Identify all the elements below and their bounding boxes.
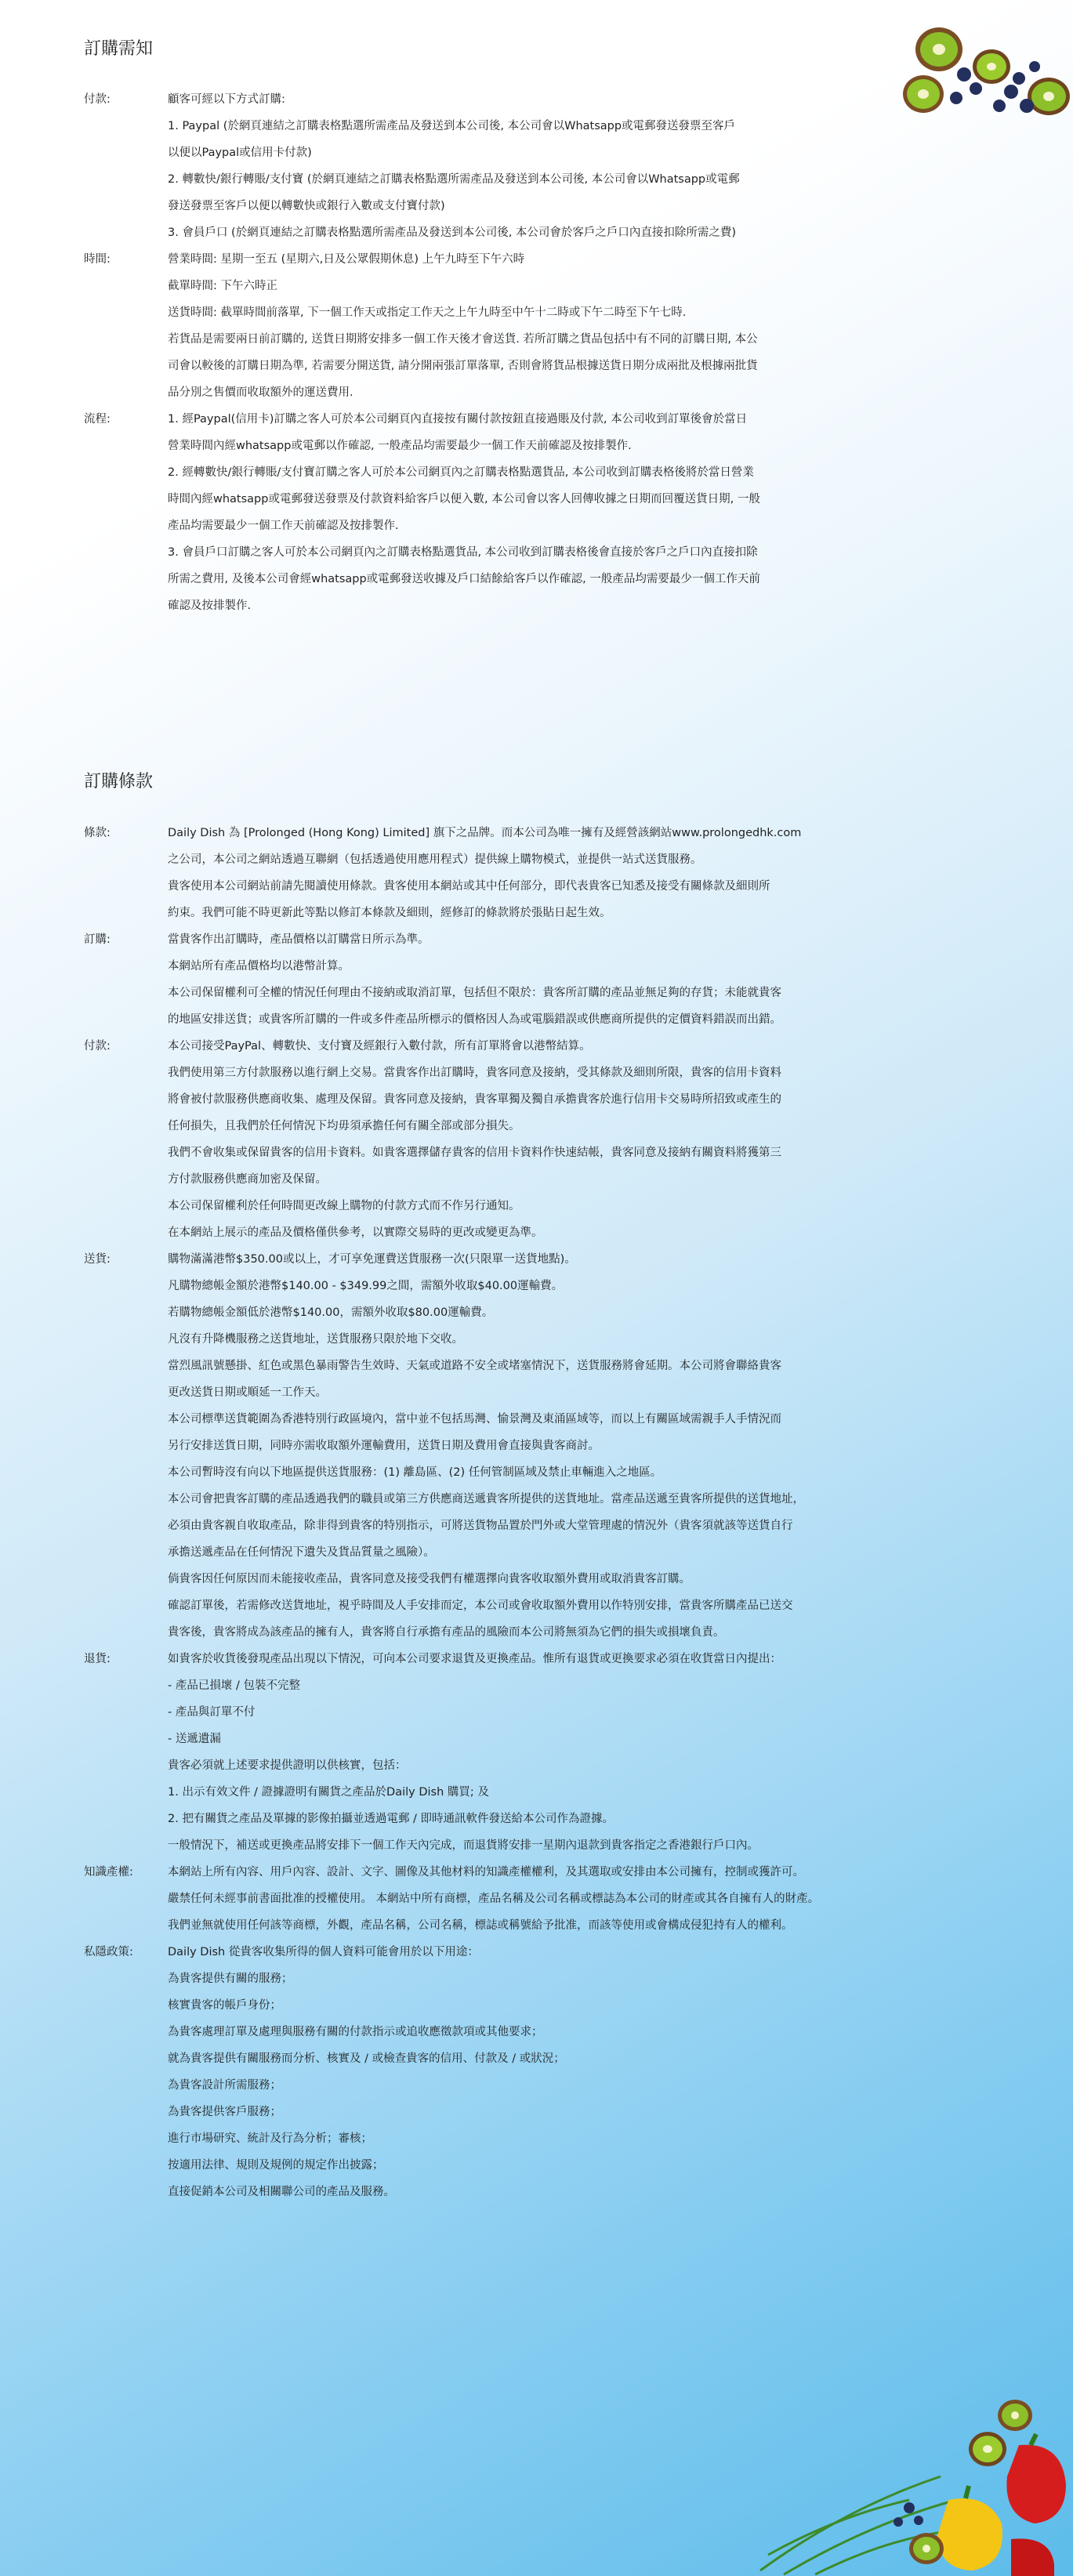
section-label: 付款: xyxy=(84,93,111,106)
text-line: 本公司保留權利於任何時間更改線上購物的付款方式而不作另行通知。 xyxy=(168,1200,520,1212)
terms-section-ip xyxy=(84,1859,985,1939)
text-line: 營業時間: 星期一至五 (星期六,日及公眾假期休息) 上午九時至下午六時 xyxy=(168,253,525,266)
text-line: 本公司接受PayPal、轉數快、支付寶及經銀行入數付款，所有訂單將會以港幣結算。 xyxy=(168,1040,591,1053)
red-pepper-icon xyxy=(1011,2538,1054,2576)
text-line: 在本網站上展示的產品及價格僅供參考，以實際交易時的更改或變更為準。 xyxy=(168,1226,543,1239)
text-line: 之公司，本公司之網站透過互聯網（包括透過使用應用程式）提供線上購物模式，並提供一站式送貨服務。 xyxy=(168,853,702,866)
text-line: 本公司會把貴客訂購的產品透過我們的職員或第三方供應商送遞貴客所提供的送貨地址。當產品送遞至貴客所提供的送貨地址， xyxy=(168,1493,804,1505)
ordering-notice-block xyxy=(84,86,985,619)
text-line: 我們並無就使用任何該等商標，外觀，產品名稱，公司名稱，標誌或稱號給予批准，而該等使用或會構成侵犯持有人的權利。 xyxy=(168,1919,793,1932)
terms-section-clauses xyxy=(84,820,985,926)
text-line: 本網站上所有內容、用戶內容、設計、文字、圖像及其他材料的知識產權權利，及其選取或安排由本公司擁有，控制或獲許可。 xyxy=(168,1866,804,1879)
text-line: 本公司暫時沒有向以下地區提供送貨服務：(1) 離島區、(2) 任何管制區域及禁止車輛進入之地區。 xyxy=(168,1466,662,1479)
text-line: Daily Dish 為 [Prolonged (Hong Kong) Limited] 旗下之品牌。而本公司為唯一擁有及經營該網站www.prolongedhk.com xyxy=(168,827,802,839)
section-label: 條款: xyxy=(84,827,111,839)
notice-section-process xyxy=(84,406,985,619)
text-line: 2. 把有關貨之產品及單據的影像拍攝並透過電郵 / 即時通訊軟件發送給本公司作為證據。 xyxy=(168,1813,614,1825)
text-line: - 送遞遺漏 xyxy=(168,1733,221,1745)
text-line: 截單時間: 下午六時正 xyxy=(168,280,277,292)
text-line: 當烈風訊號懸掛、紅色或黑色暴雨警告生效時、天氣或道路不安全或堵塞情況下，送貨服務將會延期。本公司將會聯絡貴客 xyxy=(168,1360,781,1372)
text-line: 顧客可經以下方式訂購: xyxy=(168,93,285,106)
section-label: 付款: xyxy=(84,1040,111,1053)
text-line: 更改送貨日期或順延一工作天。 xyxy=(168,1386,327,1399)
text-line: 另行安排送貨日期，同時亦需收取額外運輸費用，送貨日期及費用會直接與貴客商討。 xyxy=(168,1440,600,1452)
text-line: 1. 經Paypal(信用卡)訂購之客人可於本公司網頁內直接按有關付款按鈕直接過賬及付款, 本公司收到訂單後會於當日 xyxy=(168,413,748,426)
text-line: 方付款服務供應商加密及保留。 xyxy=(168,1173,327,1186)
text-line: 貴客必須就上述要求提供證明以供核實，包括： xyxy=(168,1759,407,1772)
section-label: 退貨: xyxy=(84,1653,111,1665)
text-line: - 產品已損壞 / 包裝不完整 xyxy=(168,1679,300,1692)
text-line: 3. 會員戶口訂購之客人可於本公司網頁內之訂購表格點選貨品, 本公司收到訂購表格後會直接於客戶之戶口內直接扣除 xyxy=(168,546,758,559)
notice-section-payment xyxy=(84,86,985,246)
kiwi-icon xyxy=(915,27,962,71)
text-line: 確認及按排製作. xyxy=(168,600,252,612)
text-line: 本公司保留權利可全權的情況任何理由不接納或取消訂單，包括但不限於：貴客所訂購的產品並無足夠的存貨；未能就貴客 xyxy=(168,987,781,999)
text-line: 我們使用第三方付款服務以進行網上交易。當貴客作出訂購時，貴客同意及接納，受其條款及細則所限，貴客的信用卡資料 xyxy=(168,1067,781,1079)
text-line: 為貴客提供有關的服務； xyxy=(168,1973,293,1985)
text-line: 營業時間內經whatsapp或電郵以作確認, 一般產品均需要最少一個工作天前確認及按排製作. xyxy=(168,440,632,452)
text-line: 一般情況下，補送或更換產品將安排下一個工作天內完成，而退貨將安排一星期內退款到貴客指定之香港銀行戶口內。 xyxy=(168,1839,759,1852)
text-line: 2. 經轉數快/銀行轉賬/支付寶訂購之客人可於本公司網頁內之訂購表格點選貨品, 本公司收到訂購表格後將於當日營業 xyxy=(168,466,754,479)
text-line: 司會以較後的訂購日期為準, 若需要分開送貨, 請分開兩張訂單落單, 否則會將貨品根據送貨日期分成兩批及根據兩批貨 xyxy=(168,360,758,372)
yellow-pepper-icon xyxy=(937,2486,1002,2571)
red-pepper-icon xyxy=(1006,2434,1066,2523)
kiwi-icon xyxy=(969,2432,1006,2466)
section-label: 送貨: xyxy=(84,1253,111,1266)
terms-section-privacy xyxy=(84,1939,985,2205)
terms-title: 訂購條款 xyxy=(84,772,154,792)
text-line: 本公司標準送貨範圍為香港特別行政區境內，當中並不包括馬灣、愉景灣及東涌區域等，而以上有關區域需親手人手情況而 xyxy=(168,1413,781,1426)
text-line: 貴客後，貴客將成為該產品的擁有人，貴客將自行承擔有產品的風險而本公司將無須為它們的損失或損壞負責。 xyxy=(168,1626,725,1639)
text-line: 確認訂單後，若需修改送貨地址，視乎時間及人手安排而定，本公司或會收取額外費用以作特別安排，當貴客所購產品已送交 xyxy=(168,1600,793,1612)
kiwi-icon xyxy=(998,2400,1032,2431)
text-line: 進行市場研究、統計及行為分析；審核； xyxy=(168,2132,372,2145)
notice-section-time xyxy=(84,246,985,406)
text-line: 倘貴客因任何原因而未能接收產品，貴客同意及接受我們有權選擇向貴客收取額外費用或取消貴客訂購。 xyxy=(168,1573,691,1585)
text-line: 若貨品是需要兩日前訂購的, 送貨日期將安排多一個工作天後才會送貨. 若所訂購之貨品包括中有不同的訂購日期, 本公 xyxy=(168,333,758,346)
text-line: Daily Dish 從貴客收集所得的個人資料可能會用於以下用途： xyxy=(168,1946,479,1958)
text-line: 以便以Paypal或信用卡付款) xyxy=(168,147,312,159)
terms-section-payment xyxy=(84,1033,985,1246)
terms-section-returns xyxy=(84,1646,985,1859)
fruit-vegetable-decoration xyxy=(752,2382,1073,2576)
text-line: 發送發票至客戶以便以轉數快或銀行入數或支付寶付款) xyxy=(168,200,445,212)
text-line: - 產品與訂單不付 xyxy=(168,1706,256,1719)
text-line: 為貴客處理訂單及處理與服務有關的付款指示或追收應徵款項或其他要求； xyxy=(168,2026,543,2038)
text-line: 嚴禁任何未經事前書面批准的授權使用。 本網站中所有商標，產品名稱及公司名稱或標誌為本公司的財產或其各自擁有人的財產。 xyxy=(168,1893,820,1905)
text-line: 直接促銷本公司及相關聯公司的產品及服務。 xyxy=(168,2186,395,2198)
text-line: 的地區安排送貨；或貴客所訂購的一件或多件產品所標示的價格因人為或電腦錯誤或供應商所提供的定價資料錯誤而出錯。 xyxy=(168,1013,781,1026)
text-line: 貴客使用本公司網站前請先閱讀使用條款。貴客使用本網站或其中任何部分，即代表貴客已知悉及接受有關條款及細則所 xyxy=(168,880,770,893)
text-line: 核實貴客的帳戶身份； xyxy=(168,1999,281,2012)
section-label: 流程: xyxy=(84,413,111,426)
terms-section-delivery xyxy=(84,1246,985,1646)
text-line: 如貴客於收貨後發現產品出現以下情況，可向本公司要求退貨及更換產品。惟所有退貨或更換要求必須在收貨當日內提出： xyxy=(168,1653,781,1665)
kiwi-icon xyxy=(909,2533,944,2564)
text-line: 本網站所有產品價格均以港幣計算。 xyxy=(168,960,350,973)
text-line: 當貴客作出訂購時，產品價格以訂購當日所示為準。 xyxy=(168,933,430,946)
text-line: 將會被付款服務供應商收集、處理及保留。貴客同意及接納，貴客單獨及獨自承擔貴客於進行信用卡交易時所招致或產生的 xyxy=(168,1093,781,1106)
text-line: 約束。我們可能不時更新此等點以修訂本條款及細則，經修訂的條款將於張貼日起生效。 xyxy=(168,907,611,919)
text-line: 品分別之售價而收取額外的運送費用. xyxy=(168,386,353,399)
text-line: 凡沒有升降機服務之送貨地址，送貨服務只限於地下交收。 xyxy=(168,1333,463,1346)
text-line: 1. Paypal (於網頁連結之訂購表格點選所需產品及發送到本公司後, 本公司會以Whatsapp或電郵發送發票至客戶 xyxy=(168,120,736,132)
text-line: 凡購物總帳金額於港幣$140.00 - $349.99之間，需額外收取$40.00運輸費。 xyxy=(168,1280,564,1292)
text-line: 2. 轉數快/銀行轉賬/支付寶 (於網頁連結之訂購表格點選所需產品及發送到本公司後, 本公司會以Whatsapp或電郵 xyxy=(168,173,740,186)
terms-block xyxy=(84,820,985,2205)
text-line: 送貨時間: 截單時間前落單, 下一個工作天或指定工作天之上午九時至中午十二時或下午二時至下午七時. xyxy=(168,306,687,319)
text-line: 為貴客設計所需服務； xyxy=(168,2079,281,2092)
text-line: 時間內經whatsapp或電郵發送發票及付款資料給客戶以便入數, 本公司會以客人回傳收據之日期而回覆送貨日期, 一般 xyxy=(168,493,760,505)
text-line: 1. 出示有效文件 / 證據證明有關貨之產品於Daily Dish 購買; 及 xyxy=(168,1786,489,1799)
kiwi-icon xyxy=(1028,78,1070,115)
section-label: 訂購: xyxy=(84,933,111,946)
text-line: 任何損失，且我們於任何情況下均毋須承擔任何有關全部或部分損失。 xyxy=(168,1120,520,1132)
section-label: 時間: xyxy=(84,253,111,266)
text-line: 我們不會收集或保留貴客的信用卡資料。如貴客選擇儲存貴客的信用卡資料作快速結帳，貴客同意及接納有關資料將獲第三 xyxy=(168,1147,781,1159)
section-label: 私隱政策: xyxy=(84,1946,133,1958)
text-line: 產品均需要最少一個工作天前確認及按排製作. xyxy=(168,520,399,532)
ordering-notice-title: 訂購需知 xyxy=(84,39,154,59)
section-label: 知識產權: xyxy=(84,1866,133,1879)
text-line: 必須由貴客親自收取產品，除非得到貴客的特別指示，可將送貨物品置於門外或大堂管理處的情況外（貴客須就該等送貨自行 xyxy=(168,1520,793,1532)
text-line: 若購物總帳金額低於港幣$140.00，需額外收取$80.00運輸費。 xyxy=(168,1306,494,1319)
terms-section-order xyxy=(84,926,985,1033)
text-line: 購物滿滿港幣$350.00或以上，才可享免運費送貨服務一次(只限單一送貨地點)。 xyxy=(168,1253,576,1266)
text-line: 就為貴客提供有關服務而分析、核實及 / 或檢查貴客的信用、付款及 / 或狀況； xyxy=(168,2052,565,2065)
text-line: 按適用法律、規則及規例的規定作出披露； xyxy=(168,2159,384,2172)
kiwi-icon xyxy=(973,49,1010,84)
text-line: 所需之費用, 及後本公司會經whatsapp或電郵發送收據及戶口結餘給客戶以作確認, 一般產品均需要最少一個工作天前 xyxy=(168,573,760,585)
text-line: 3. 會員戶口 (於網頁連結之訂購表格點選所需產品及發送到本公司後, 本公司會於客戶之戶口內直接扣除所需之費) xyxy=(168,226,737,239)
text-line: 為貴客提供客戶服務； xyxy=(168,2106,281,2118)
text-line: 承擔送遞產品在任何情況下遺失及貨品質量之風險）。 xyxy=(168,1546,435,1559)
